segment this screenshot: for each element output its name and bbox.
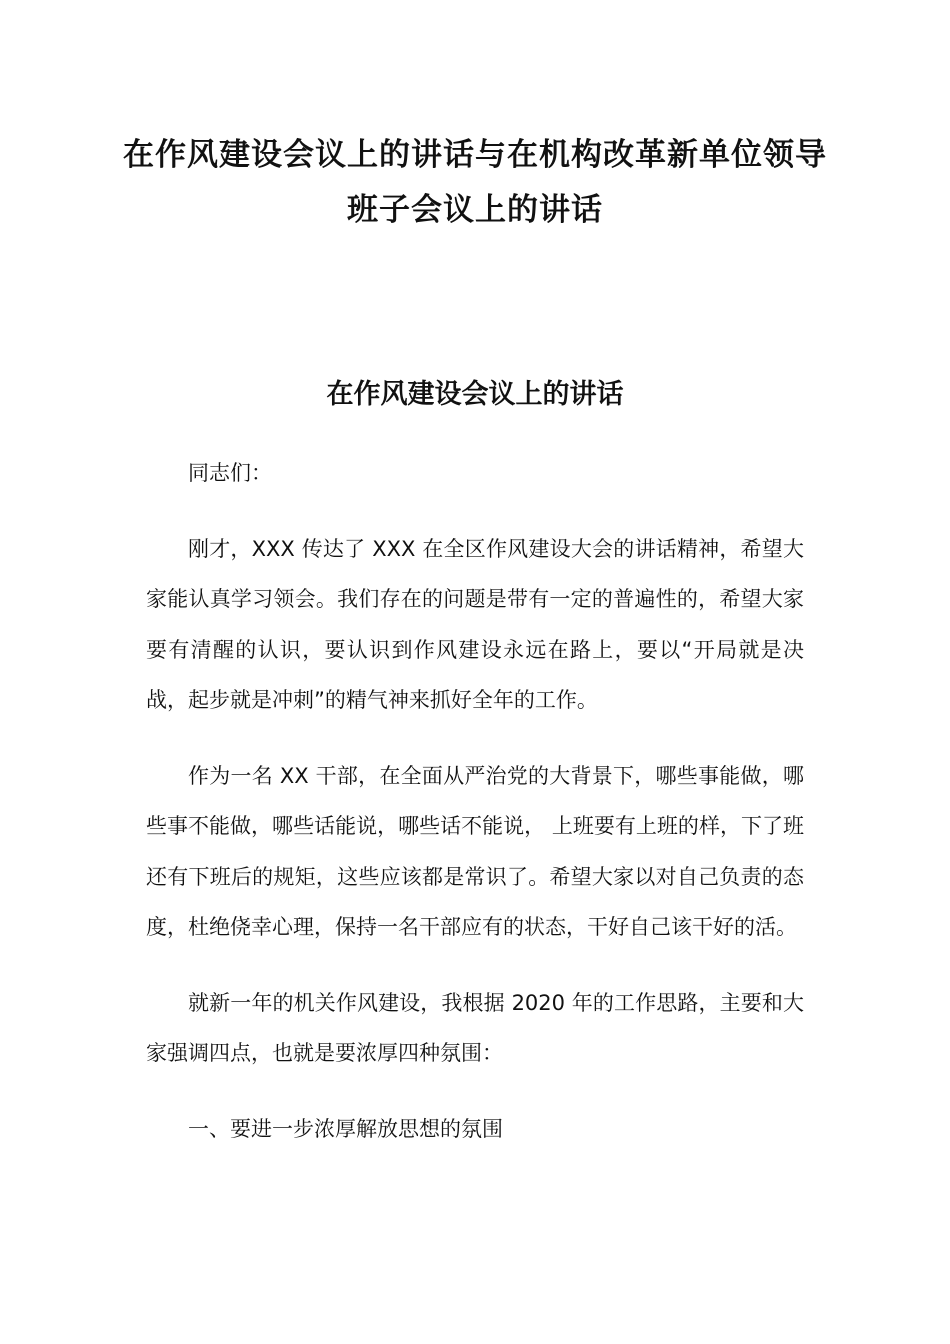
section-title: 在作风建设会议上的讲话 [326, 379, 624, 410]
body-paragraph: 作为一名 XX 干部，在全面从严治党的大背景下，哪些事能做，哪些事不能做，哪些话能说，哪些话不能说， 上班要有上班的样，下了班还有下班后的规矩，这些应该都是常识了。希望大家以对自己负责的态度，杜绝侥幸心理，保持一名干部应有的状态，干好自己该干好的活。 [146, 763, 804, 939]
document-title: 在作风建设会议上的讲话与在机构改革新单位领导班子会议上的讲话 [123, 137, 827, 228]
body-paragraph: 就新一年的机关作风建设，我根据 2020 年的工作思路，主要和大家强调四点，也就是要浓厚四种氛围： [146, 990, 804, 1065]
salutation-paragraph: 同志们： [188, 461, 272, 485]
section-heading-paragraph: 一、要进一步浓厚解放思想的氛围 [188, 1116, 503, 1141]
document-body [146, 448, 804, 1179]
body-paragraph: 刚才，XXX 传达了 XXX 在全区作风建设大会的讲话精神，希望大家能认真学习领会。我们存在的问题是带有一定的普遍性的，希望大家要有清醒的认识，要认识到作风建设永远在路上，要以“开局就是决战，起步就是冲刺”的精气神来抓好全年的工作。 [146, 536, 804, 712]
